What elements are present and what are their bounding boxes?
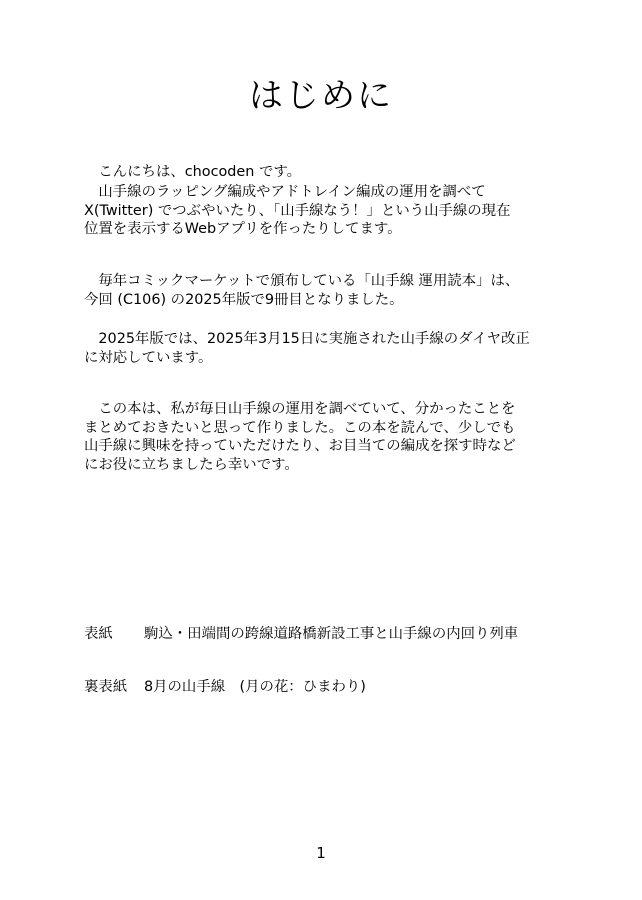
paragraph-line: 山手線に興味を持っていただけたり、お目当ての編成を探す時など [84,438,516,454]
paragraph-line: にお役に立ちましたら幸いです。 [84,456,299,473]
paragraph-line: 山手線のラッピング編成やアドトレイン編成の運用を調べて [84,184,486,200]
paragraph-line: X(Twitter) でつぶやいたり、「山手線なう！」という山手線の現在 [84,202,511,219]
paragraph-line: まとめておきたいと思って作りました。この本を読んで、少しでも [84,419,516,436]
page-title: はじめに [249,76,393,116]
back-cover-credit-text: 8月の山手線 (月の花：ひまわり) [144,679,366,695]
intro-paragraph [84,183,554,239]
paragraph-line: 毎年コミックマーケットで頒布している「山手線 運用読本」は、 [84,273,520,289]
cover-credit [84,624,518,644]
purpose-paragraph [84,400,554,474]
book-paragraph [84,272,554,309]
back-cover-credit [84,677,366,697]
paragraph-line: 位置を表示するWebアプリを作ったりしてます。 [84,221,402,237]
paragraph-line: 今回 (C106) の2025年版で9冊目となりました。 [84,291,404,308]
cover-credit-label: 表紙 [84,626,113,642]
paragraph-line: に対応しています。 [84,349,213,366]
paragraph-line: こんにちは、chocoden です。 [84,164,301,180]
page-number: 1 [316,844,326,862]
back-cover-credit-label: 裏表紙 [84,679,128,695]
cover-credit-text: 駒込・田端間の跨線道路橋新設工事と山手線の内回り列車 [144,626,519,642]
paragraph-line: この本は、私が毎日山手線の運用を調べていて、分かったことを [84,401,516,417]
greeting-paragraph [84,163,554,182]
paragraph-line: 2025年版では、2025年3月15日に実施された山手線のダイヤ改正 [84,331,530,347]
revision-paragraph [84,330,554,367]
